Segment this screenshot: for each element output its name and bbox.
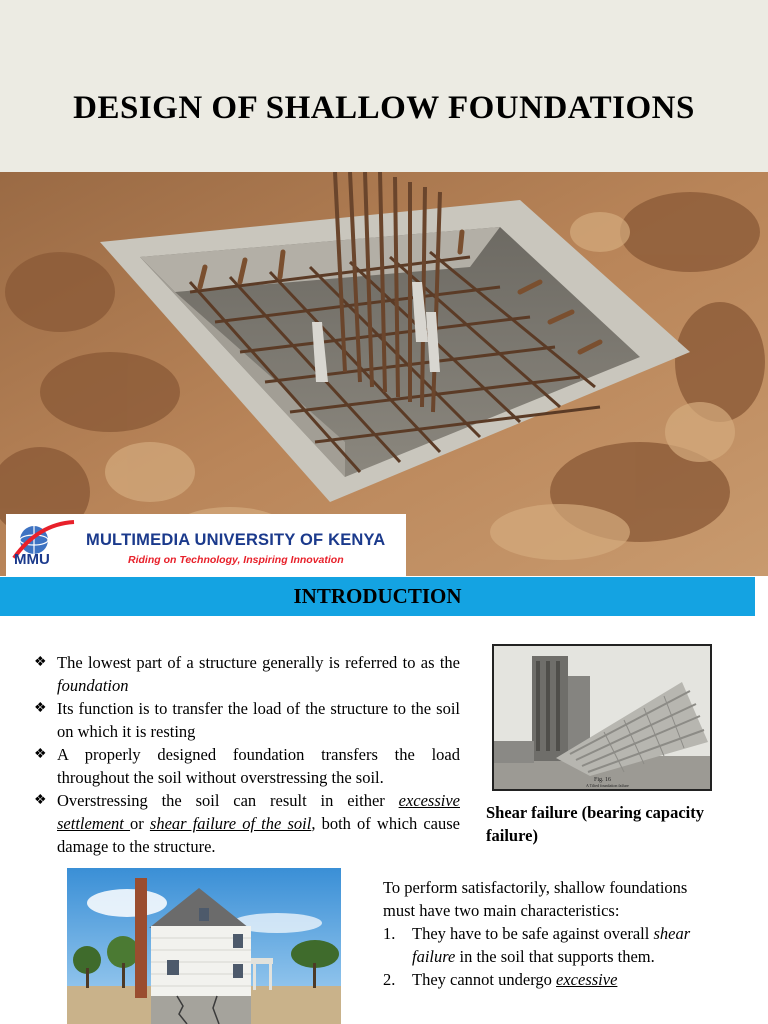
figure-label: Fig. 16 xyxy=(594,777,612,783)
shear-failure-term: shear failure of the soil xyxy=(149,814,312,833)
title-band xyxy=(0,0,768,172)
list-item: 2. They cannot undergo excessive xyxy=(383,970,618,989)
diamond-bullet-icon: ❖ xyxy=(34,793,47,808)
list-item: ❖ Its function is to transfer the load of the structure to the soil on which it is resting xyxy=(34,699,460,741)
figure-sublabel: A Tilted foundation failure xyxy=(586,783,629,788)
performance-requirements xyxy=(383,876,713,991)
shear-failure-photo xyxy=(492,644,712,791)
diamond-bullet-icon: ❖ xyxy=(34,747,47,762)
page-title: DESIGN OF SHALLOW FOUNDATIONS xyxy=(73,90,695,126)
list-item: ❖ A properly designed foundation transfers the load throughout the soil without overstressing the soil. xyxy=(34,745,460,787)
diamond-bullet-icon: ❖ xyxy=(34,655,47,670)
logo-mark-text: MMU xyxy=(14,551,50,568)
list-item: ❖ Overstressing the soil can result in either excessive settlement or shear failure of the soil, both of which cause damage to the structure. xyxy=(34,791,460,856)
performance-intro: To perform satisfactorily, shallow foundations must have two main characteristics: xyxy=(383,878,688,920)
university-logo-icon xyxy=(8,516,80,574)
list-item: ❖ The lowest part of a structure generally is referred to as the foundation xyxy=(34,653,460,695)
diamond-bullet-icon: ❖ xyxy=(34,701,47,716)
university-name: MULTIMEDIA UNIVERSITY OF KENYA xyxy=(86,531,386,549)
requirements-list xyxy=(383,922,713,991)
tilted-house-photo xyxy=(67,868,341,1024)
list-item: 1. They have to be safe against overall shear failure in the soil that supports them. xyxy=(383,924,691,966)
excessive-settlement-term: excessive settlement xyxy=(57,791,460,833)
university-logo-banner xyxy=(6,514,406,576)
section-title: INTRODUCTION xyxy=(293,584,462,608)
section-header-bar xyxy=(0,577,755,616)
intro-bullet-list xyxy=(34,651,460,858)
shear-failure-caption: Shear failure (bearing capacity failure) xyxy=(486,803,704,845)
foundation-term: foundation xyxy=(57,676,129,695)
university-tagline: Riding on Technology, Inspiring Innovation xyxy=(128,554,344,566)
